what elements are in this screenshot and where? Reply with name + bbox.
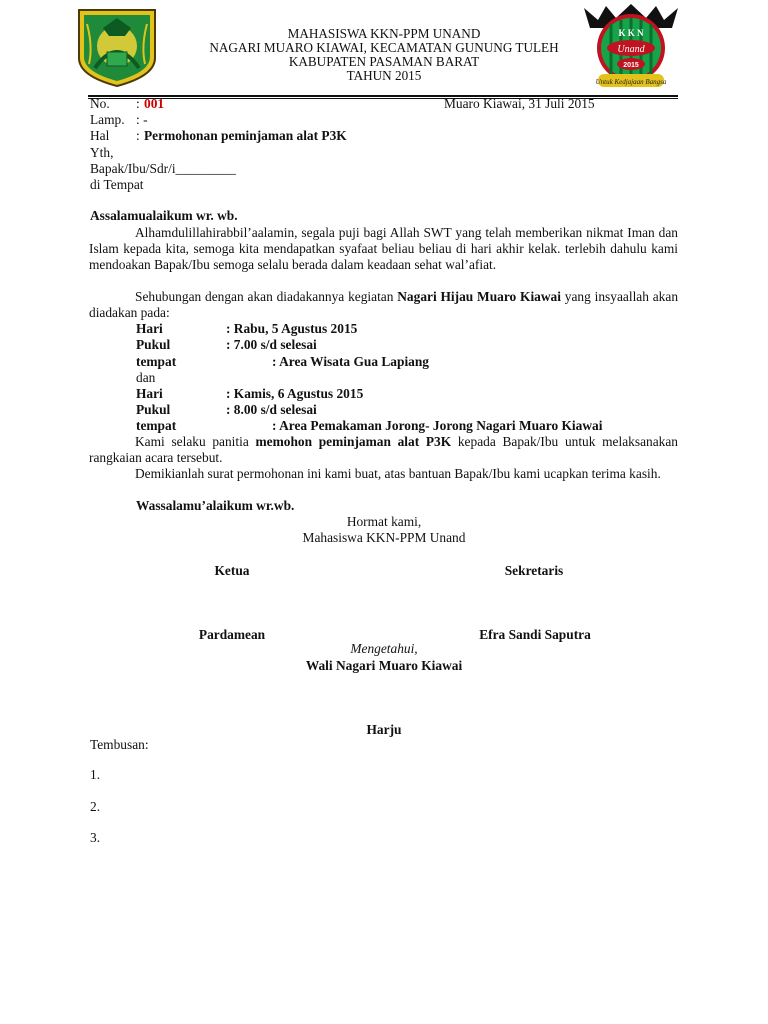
- event2-place-label: tempat: [136, 418, 177, 433]
- recipient: Bapak/Ibu/Sdr/i_________: [90, 161, 236, 176]
- attachment-label: Lamp.: [90, 112, 125, 127]
- paragraph-event-intro: [89, 289, 678, 321]
- event2-day-value: : Kamis, 6 Agustus 2015: [226, 386, 364, 401]
- secretary-name: Efra Sandi Saputra: [479, 627, 591, 642]
- chairman-title: Ketua: [214, 563, 250, 578]
- event2-time-value: : 8.00 s/d selesai: [226, 402, 317, 417]
- logo-unand-text: Unand: [617, 44, 645, 55]
- place-date: Muaro Kiawai, 31 Juli 2015: [444, 96, 595, 111]
- closing-greeting: Wassalamu’alaikum wr.wb.: [136, 498, 295, 513]
- event1-time-value: : 7.00 s/d selesai: [226, 337, 317, 352]
- letter-number-value: 001: [144, 96, 165, 111]
- event-intro-text-b: yang insyaallah akan diadakan pada:: [89, 289, 679, 320]
- organization: Mahasiswa KKN-PPM Unand: [302, 530, 466, 545]
- event-intro-text-a: Sehubungan dengan akan diadakannya kegiatan: [135, 289, 394, 304]
- paragraph-opening: Alhamdulillahirabbil’aalamin, segala puji bagi Allah SWT yang telah memberikan nikmat Iman dan Islam kepada kita, semoga kita mendapatkan syafaat beliau beliau di hari akhir kelak. terlebih dahulu kami mendoakan Bapak/Ibu semoga selalu berada dalam keadaan sehat wal’afiat.: [89, 225, 678, 272]
- cc-item: 3.: [90, 830, 101, 845]
- letterhead-line-1: MAHASISWA KKN-PPM UNAND: [287, 26, 481, 41]
- request-text-a: Kami selaku panitia: [135, 434, 249, 449]
- request-item: memohon peminjaman alat P3K: [255, 434, 452, 449]
- event1-place-label: tempat: [136, 354, 177, 369]
- village-head-title: Wali Nagari Muaro Kiawai: [305, 658, 463, 673]
- event1-day-label: Hari: [136, 321, 163, 336]
- village-head-name: Harju: [366, 722, 402, 737]
- cc-label: Tembusan:: [90, 737, 149, 752]
- letterhead-line-2: NAGARI MUARO KIAWAI, KECAMATAN GUNUNG TULEH: [209, 40, 559, 55]
- logo-motto-text: Untuk Kedjajaan Bangsa: [595, 78, 667, 86]
- logo-year-text: 2015: [623, 62, 639, 69]
- letterhead: [170, 27, 598, 83]
- event1-day-value: : Rabu, 5 Agustus 2015: [226, 321, 358, 336]
- acknowledged-label: Mengetahui,: [350, 641, 418, 656]
- subject-sep: :: [136, 128, 140, 143]
- event1-place-value: : Area Wisata Gua Lapiang: [272, 354, 429, 369]
- event1-time-label: Pukul: [136, 337, 171, 352]
- letterhead-line-3: KABUPATEN PASAMAN BARAT: [288, 54, 480, 69]
- conjunction-dan: dan: [136, 370, 156, 385]
- logo-kkn-text: K K N: [618, 28, 644, 38]
- subject-label: Hal: [90, 128, 110, 143]
- attachment-value: : -: [136, 112, 148, 127]
- cc-item: 2.: [90, 799, 101, 814]
- cc-item: 1.: [90, 767, 101, 782]
- paragraph-request: [89, 434, 678, 466]
- letter-number-label: No.: [90, 96, 110, 111]
- letter-number-sep: :: [136, 96, 140, 111]
- event2-place-value: : Area Pemakaman Jorong- Jorong Nagari Muaro Kiawai: [272, 418, 603, 433]
- letterhead-line-4: TAHUN 2015: [346, 68, 422, 83]
- greeting: Assalamualaikum wr. wb.: [90, 208, 238, 223]
- regards: Hormat kami,: [346, 514, 422, 529]
- request-text-b: kepada Bapak/Ibu untuk melaksanakan rangkaian acara tersebut.: [89, 434, 678, 465]
- subject-value: Permohonan peminjaman alat P3K: [144, 128, 347, 143]
- yth-label: Yth,: [90, 145, 114, 160]
- regency-emblem-logo: [73, 6, 161, 88]
- event2-time-label: Pukul: [136, 402, 171, 417]
- recipient-place: di Tempat: [90, 177, 144, 192]
- event-name: Nagari Hijau Muaro Kiawai: [397, 289, 561, 304]
- event2-day-label: Hari: [136, 386, 163, 401]
- secretary-title: Sekretaris: [504, 563, 564, 578]
- paragraph-closing: Demikianlah surat permohonan ini kami buat, atas bantuan Bapak/Ibu kami ucapkan terima kasih.: [135, 466, 661, 481]
- chairman-name: Pardamean: [198, 627, 266, 642]
